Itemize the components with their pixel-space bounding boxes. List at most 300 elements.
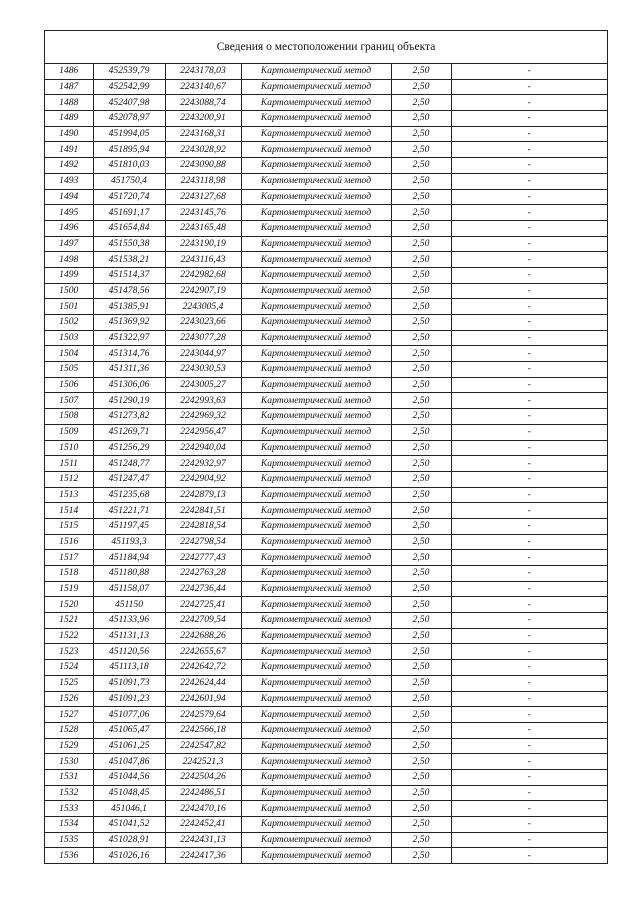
- method-cell: Картометрический метод: [241, 628, 391, 644]
- x-coordinate-cell: 452539,79: [93, 64, 165, 79]
- y-coordinate-cell: 2242470,16: [165, 801, 241, 817]
- description-cell: -: [451, 534, 607, 550]
- accuracy-cell: 2,50: [391, 79, 451, 95]
- method-cell: Картометрический метод: [241, 769, 391, 785]
- y-coordinate-cell: 2243090,88: [165, 158, 241, 174]
- table-row: [45, 377, 607, 393]
- x-coordinate-cell: 451120,56: [93, 644, 165, 660]
- y-coordinate-cell: 2242969,32: [165, 409, 241, 425]
- y-coordinate-cell: 2242547,82: [165, 738, 241, 754]
- table-row: [45, 267, 607, 283]
- y-coordinate-cell: 2243127,68: [165, 189, 241, 205]
- accuracy-cell: 2,50: [391, 440, 451, 456]
- method-cell: Картометрический метод: [241, 707, 391, 723]
- y-coordinate-cell: 2243168,31: [165, 126, 241, 142]
- accuracy-cell: 2,50: [391, 675, 451, 691]
- accuracy-cell: 2,50: [391, 848, 451, 863]
- y-coordinate-cell: 2243178,03: [165, 64, 241, 79]
- method-cell: Картометрический метод: [241, 691, 391, 707]
- method-cell: Картометрический метод: [241, 173, 391, 189]
- point-number-cell: 1488: [45, 95, 93, 111]
- description-cell: -: [451, 597, 607, 613]
- table-row: [45, 675, 607, 691]
- method-cell: Картометрический метод: [241, 566, 391, 582]
- accuracy-cell: 2,50: [391, 95, 451, 111]
- method-cell: Картометрический метод: [241, 456, 391, 472]
- y-coordinate-cell: 2242982,68: [165, 267, 241, 283]
- x-coordinate-cell: 451290,19: [93, 393, 165, 409]
- point-number-cell: 1486: [45, 64, 93, 79]
- description-cell: -: [451, 487, 607, 503]
- x-coordinate-cell: 451322,97: [93, 330, 165, 346]
- x-coordinate-cell: 451385,91: [93, 299, 165, 315]
- method-cell: Картометрический метод: [241, 95, 391, 111]
- description-cell: -: [451, 675, 607, 691]
- y-coordinate-cell: 2243145,76: [165, 205, 241, 221]
- point-number-cell: 1526: [45, 691, 93, 707]
- description-cell: -: [451, 424, 607, 440]
- accuracy-cell: 2,50: [391, 817, 451, 833]
- x-coordinate-cell: 451193,3: [93, 534, 165, 550]
- accuracy-cell: 2,50: [391, 801, 451, 817]
- x-coordinate-cell: 452407,98: [93, 95, 165, 111]
- description-cell: -: [451, 817, 607, 833]
- table-row: [45, 346, 607, 362]
- x-coordinate-cell: 451026,16: [93, 848, 165, 863]
- y-coordinate-cell: 2242642,72: [165, 660, 241, 676]
- description-cell: -: [451, 471, 607, 487]
- description-cell: -: [451, 754, 607, 770]
- table-row: [45, 111, 607, 127]
- method-cell: Картометрический метод: [241, 330, 391, 346]
- table-row: [45, 205, 607, 221]
- method-cell: Картометрический метод: [241, 518, 391, 534]
- method-cell: Картометрический метод: [241, 738, 391, 754]
- document-sheet: [44, 30, 608, 864]
- point-number-cell: 1525: [45, 675, 93, 691]
- accuracy-cell: 2,50: [391, 189, 451, 205]
- y-coordinate-cell: 2242486,51: [165, 785, 241, 801]
- point-number-cell: 1534: [45, 817, 93, 833]
- x-coordinate-cell: 451046,1: [93, 801, 165, 817]
- y-coordinate-cell: 2243118,98: [165, 173, 241, 189]
- method-cell: Картометрический метод: [241, 785, 391, 801]
- point-number-cell: 1528: [45, 722, 93, 738]
- table-row: [45, 142, 607, 158]
- point-number-cell: 1520: [45, 597, 93, 613]
- point-number-cell: 1529: [45, 738, 93, 754]
- point-number-cell: 1523: [45, 644, 93, 660]
- y-coordinate-cell: 2242725,41: [165, 597, 241, 613]
- x-coordinate-cell: 451184,94: [93, 550, 165, 566]
- table-row: [45, 471, 607, 487]
- description-cell: -: [451, 722, 607, 738]
- description-cell: -: [451, 267, 607, 283]
- x-coordinate-cell: 451311,36: [93, 362, 165, 378]
- point-number-cell: 1504: [45, 346, 93, 362]
- point-number-cell: 1521: [45, 613, 93, 629]
- table-row: [45, 754, 607, 770]
- point-number-cell: 1507: [45, 393, 93, 409]
- description-cell: -: [451, 220, 607, 236]
- table-row: [45, 330, 607, 346]
- method-cell: Картометрический метод: [241, 754, 391, 770]
- point-number-cell: 1505: [45, 362, 93, 378]
- y-coordinate-cell: 2242566,18: [165, 722, 241, 738]
- x-coordinate-cell: 451113,18: [93, 660, 165, 676]
- point-number-cell: 1510: [45, 440, 93, 456]
- x-coordinate-cell: 451131,13: [93, 628, 165, 644]
- method-cell: Картометрический метод: [241, 550, 391, 566]
- accuracy-cell: 2,50: [391, 550, 451, 566]
- accuracy-cell: 2,50: [391, 503, 451, 519]
- point-number-cell: 1487: [45, 79, 93, 95]
- description-cell: -: [451, 315, 607, 331]
- x-coordinate-cell: 451269,71: [93, 424, 165, 440]
- point-number-cell: 1503: [45, 330, 93, 346]
- y-coordinate-cell: 2242688,26: [165, 628, 241, 644]
- method-cell: Картометрический метод: [241, 377, 391, 393]
- table-row: [45, 550, 607, 566]
- point-number-cell: 1535: [45, 832, 93, 848]
- description-cell: -: [451, 456, 607, 472]
- point-number-cell: 1512: [45, 471, 93, 487]
- point-number-cell: 1497: [45, 236, 93, 252]
- accuracy-cell: 2,50: [391, 377, 451, 393]
- accuracy-cell: 2,50: [391, 769, 451, 785]
- accuracy-cell: 2,50: [391, 330, 451, 346]
- method-cell: Картометрический метод: [241, 597, 391, 613]
- y-coordinate-cell: 2242521,3: [165, 754, 241, 770]
- method-cell: Картометрический метод: [241, 142, 391, 158]
- description-cell: -: [451, 126, 607, 142]
- y-coordinate-cell: 2243200,91: [165, 111, 241, 127]
- accuracy-cell: 2,50: [391, 299, 451, 315]
- y-coordinate-cell: 2242709,54: [165, 613, 241, 629]
- x-coordinate-cell: 451028,91: [93, 832, 165, 848]
- y-coordinate-cell: 2243116,43: [165, 252, 241, 268]
- x-coordinate-cell: 451065,47: [93, 722, 165, 738]
- method-cell: Картометрический метод: [241, 126, 391, 142]
- table-row: [45, 722, 607, 738]
- accuracy-cell: 2,50: [391, 283, 451, 299]
- x-coordinate-cell: 451150: [93, 597, 165, 613]
- accuracy-cell: 2,50: [391, 267, 451, 283]
- table-row: [45, 95, 607, 111]
- description-cell: -: [451, 738, 607, 754]
- y-coordinate-cell: 2243030,53: [165, 362, 241, 378]
- x-coordinate-cell: 451158,07: [93, 581, 165, 597]
- description-cell: -: [451, 644, 607, 660]
- table-row: [45, 299, 607, 315]
- x-coordinate-cell: 451720,74: [93, 189, 165, 205]
- accuracy-cell: 2,50: [391, 220, 451, 236]
- y-coordinate-cell: 2243044,97: [165, 346, 241, 362]
- accuracy-cell: 2,50: [391, 158, 451, 174]
- accuracy-cell: 2,50: [391, 456, 451, 472]
- point-number-cell: 1494: [45, 189, 93, 205]
- method-cell: Картометрический метод: [241, 189, 391, 205]
- y-coordinate-cell: 2243005,27: [165, 377, 241, 393]
- y-coordinate-cell: 2243140,67: [165, 79, 241, 95]
- x-coordinate-cell: 451221,71: [93, 503, 165, 519]
- description-cell: -: [451, 660, 607, 676]
- y-coordinate-cell: 2242763,28: [165, 566, 241, 582]
- accuracy-cell: 2,50: [391, 424, 451, 440]
- description-cell: -: [451, 173, 607, 189]
- x-coordinate-cell: 451691,17: [93, 205, 165, 221]
- point-number-cell: 1501: [45, 299, 93, 315]
- x-coordinate-cell: 451180,88: [93, 566, 165, 582]
- point-number-cell: 1496: [45, 220, 93, 236]
- method-cell: Картометрический метод: [241, 158, 391, 174]
- table-row: [45, 644, 607, 660]
- description-cell: -: [451, 566, 607, 582]
- description-cell: -: [451, 236, 607, 252]
- table-row: [45, 534, 607, 550]
- table-row: [45, 173, 607, 189]
- method-cell: Картометрический метод: [241, 832, 391, 848]
- point-number-cell: 1495: [45, 205, 93, 221]
- accuracy-cell: 2,50: [391, 173, 451, 189]
- accuracy-cell: 2,50: [391, 64, 451, 79]
- table-row: [45, 660, 607, 676]
- description-cell: -: [451, 550, 607, 566]
- y-coordinate-cell: 2242417,36: [165, 848, 241, 863]
- table-row: [45, 769, 607, 785]
- table-row: [45, 236, 607, 252]
- point-number-cell: 1532: [45, 785, 93, 801]
- point-number-cell: 1524: [45, 660, 93, 676]
- accuracy-cell: 2,50: [391, 707, 451, 723]
- description-cell: -: [451, 362, 607, 378]
- point-number-cell: 1499: [45, 267, 93, 283]
- method-cell: Картометрический метод: [241, 660, 391, 676]
- table-row: [45, 283, 607, 299]
- x-coordinate-cell: 451061,25: [93, 738, 165, 754]
- x-coordinate-cell: 451248,77: [93, 456, 165, 472]
- table-row: [45, 581, 607, 597]
- table-row: [45, 628, 607, 644]
- method-cell: Картометрический метод: [241, 581, 391, 597]
- table-row: [45, 252, 607, 268]
- x-coordinate-cell: 451750,4: [93, 173, 165, 189]
- x-coordinate-cell: 451550,38: [93, 236, 165, 252]
- method-cell: Картометрический метод: [241, 409, 391, 425]
- x-coordinate-cell: 451478,56: [93, 283, 165, 299]
- x-coordinate-cell: 451041,52: [93, 817, 165, 833]
- accuracy-cell: 2,50: [391, 471, 451, 487]
- x-coordinate-cell: 451256,29: [93, 440, 165, 456]
- accuracy-cell: 2,50: [391, 126, 451, 142]
- point-number-cell: 1491: [45, 142, 93, 158]
- accuracy-cell: 2,50: [391, 315, 451, 331]
- method-cell: Картометрический метод: [241, 675, 391, 691]
- accuracy-cell: 2,50: [391, 236, 451, 252]
- y-coordinate-cell: 2242431,13: [165, 832, 241, 848]
- table-row: [45, 440, 607, 456]
- x-coordinate-cell: 451895,94: [93, 142, 165, 158]
- method-cell: Картометрический метод: [241, 801, 391, 817]
- table-row: [45, 707, 607, 723]
- y-coordinate-cell: 2242601,94: [165, 691, 241, 707]
- y-coordinate-cell: 2242655,67: [165, 644, 241, 660]
- description-cell: -: [451, 299, 607, 315]
- description-cell: -: [451, 785, 607, 801]
- table-row: [45, 817, 607, 833]
- point-number-cell: 1493: [45, 173, 93, 189]
- point-number-cell: 1515: [45, 518, 93, 534]
- table-row: [45, 832, 607, 848]
- y-coordinate-cell: 2242777,43: [165, 550, 241, 566]
- accuracy-cell: 2,50: [391, 346, 451, 362]
- point-number-cell: 1516: [45, 534, 93, 550]
- x-coordinate-cell: 452542,99: [93, 79, 165, 95]
- description-cell: -: [451, 346, 607, 362]
- point-number-cell: 1518: [45, 566, 93, 582]
- description-cell: -: [451, 111, 607, 127]
- accuracy-cell: 2,50: [391, 832, 451, 848]
- x-coordinate-cell: 451654,84: [93, 220, 165, 236]
- y-coordinate-cell: 2242879,13: [165, 487, 241, 503]
- point-number-cell: 1511: [45, 456, 93, 472]
- accuracy-cell: 2,50: [391, 362, 451, 378]
- table-row: [45, 64, 607, 79]
- method-cell: Картометрический метод: [241, 487, 391, 503]
- method-cell: Картометрический метод: [241, 722, 391, 738]
- table-row: [45, 503, 607, 519]
- method-cell: Картометрический метод: [241, 315, 391, 331]
- table-row: [45, 801, 607, 817]
- y-coordinate-cell: 2243088,74: [165, 95, 241, 111]
- method-cell: Картометрический метод: [241, 503, 391, 519]
- method-cell: Картометрический метод: [241, 644, 391, 660]
- method-cell: Картометрический метод: [241, 534, 391, 550]
- description-cell: -: [451, 95, 607, 111]
- y-coordinate-cell: 2242579,64: [165, 707, 241, 723]
- method-cell: Картометрический метод: [241, 848, 391, 863]
- point-number-cell: 1500: [45, 283, 93, 299]
- table-row: [45, 158, 607, 174]
- description-cell: -: [451, 409, 607, 425]
- method-cell: Картометрический метод: [241, 440, 391, 456]
- table-row: [45, 315, 607, 331]
- description-cell: -: [451, 252, 607, 268]
- y-coordinate-cell: 2242504,26: [165, 769, 241, 785]
- description-cell: -: [451, 518, 607, 534]
- description-cell: -: [451, 205, 607, 221]
- method-cell: Картометрический метод: [241, 362, 391, 378]
- y-coordinate-cell: 2242993,63: [165, 393, 241, 409]
- table-row: [45, 220, 607, 236]
- description-cell: -: [451, 628, 607, 644]
- description-cell: -: [451, 393, 607, 409]
- table-row: [45, 362, 607, 378]
- x-coordinate-cell: 451044,56: [93, 769, 165, 785]
- accuracy-cell: 2,50: [391, 111, 451, 127]
- table-row: [45, 456, 607, 472]
- x-coordinate-cell: 451273,82: [93, 409, 165, 425]
- description-cell: -: [451, 330, 607, 346]
- accuracy-cell: 2,50: [391, 142, 451, 158]
- x-coordinate-cell: 451247,47: [93, 471, 165, 487]
- accuracy-cell: 2,50: [391, 754, 451, 770]
- description-cell: -: [451, 832, 607, 848]
- y-coordinate-cell: 2242798,54: [165, 534, 241, 550]
- y-coordinate-cell: 2242624,44: [165, 675, 241, 691]
- point-number-cell: 1489: [45, 111, 93, 127]
- x-coordinate-cell: 451197,45: [93, 518, 165, 534]
- x-coordinate-cell: 451047,86: [93, 754, 165, 770]
- description-cell: -: [451, 581, 607, 597]
- description-cell: -: [451, 64, 607, 79]
- description-cell: -: [451, 377, 607, 393]
- accuracy-cell: 2,50: [391, 518, 451, 534]
- y-coordinate-cell: 2242736,44: [165, 581, 241, 597]
- table-row: [45, 189, 607, 205]
- point-number-cell: 1517: [45, 550, 93, 566]
- x-coordinate-cell: 451369,92: [93, 315, 165, 331]
- method-cell: Картометрический метод: [241, 236, 391, 252]
- description-cell: -: [451, 503, 607, 519]
- method-cell: Картометрический метод: [241, 346, 391, 362]
- y-coordinate-cell: 2242841,51: [165, 503, 241, 519]
- table-row: [45, 597, 607, 613]
- x-coordinate-cell: 451048,45: [93, 785, 165, 801]
- description-cell: -: [451, 707, 607, 723]
- x-coordinate-cell: 451314,76: [93, 346, 165, 362]
- accuracy-cell: 2,50: [391, 487, 451, 503]
- point-number-cell: 1509: [45, 424, 93, 440]
- table-row: [45, 785, 607, 801]
- table-row: [45, 126, 607, 142]
- method-cell: Картометрический метод: [241, 613, 391, 629]
- accuracy-cell: 2,50: [391, 393, 451, 409]
- accuracy-cell: 2,50: [391, 252, 451, 268]
- y-coordinate-cell: 2243190,19: [165, 236, 241, 252]
- table-row: [45, 409, 607, 425]
- y-coordinate-cell: 2243028,92: [165, 142, 241, 158]
- accuracy-cell: 2,50: [391, 691, 451, 707]
- accuracy-cell: 2,50: [391, 785, 451, 801]
- accuracy-cell: 2,50: [391, 613, 451, 629]
- point-number-cell: 1498: [45, 252, 93, 268]
- method-cell: Картометрический метод: [241, 393, 391, 409]
- point-number-cell: 1508: [45, 409, 93, 425]
- method-cell: Картометрический метод: [241, 283, 391, 299]
- table-title: Сведения о местоположении границ объекта: [45, 31, 607, 64]
- table-row: [45, 738, 607, 754]
- method-cell: Картометрический метод: [241, 64, 391, 79]
- point-number-cell: 1492: [45, 158, 93, 174]
- method-cell: Картометрический метод: [241, 205, 391, 221]
- coordinates-table: [45, 64, 607, 863]
- method-cell: Картометрический метод: [241, 252, 391, 268]
- x-coordinate-cell: 451091,73: [93, 675, 165, 691]
- accuracy-cell: 2,50: [391, 644, 451, 660]
- table-row: [45, 487, 607, 503]
- accuracy-cell: 2,50: [391, 597, 451, 613]
- accuracy-cell: 2,50: [391, 628, 451, 644]
- x-coordinate-cell: 451077,06: [93, 707, 165, 723]
- point-number-cell: 1513: [45, 487, 93, 503]
- x-coordinate-cell: 452078,97: [93, 111, 165, 127]
- point-number-cell: 1527: [45, 707, 93, 723]
- x-coordinate-cell: 451514,37: [93, 267, 165, 283]
- accuracy-cell: 2,50: [391, 581, 451, 597]
- point-number-cell: 1490: [45, 126, 93, 142]
- description-cell: -: [451, 189, 607, 205]
